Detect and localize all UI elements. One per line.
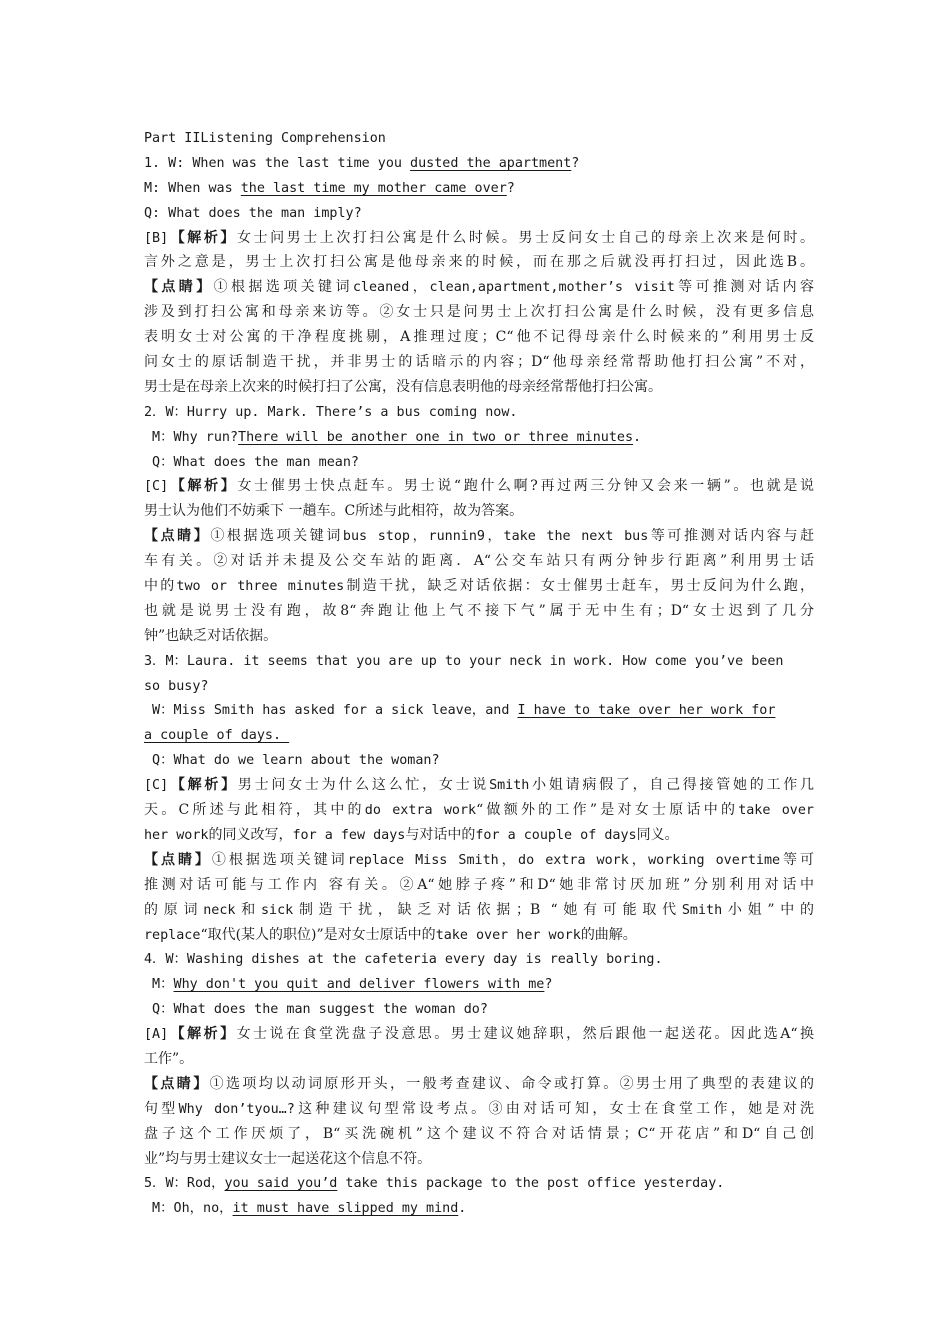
text-run: [C] xyxy=(144,479,169,495)
text-line xyxy=(144,574,814,599)
text-run: neck xyxy=(203,902,236,918)
text-line xyxy=(144,250,814,275)
text-run: 制造干扰，缺乏对话依据；B “她有可能取代 xyxy=(293,901,682,918)
text-line xyxy=(144,798,814,823)
text-run: ①根据选项关键词 xyxy=(211,851,348,868)
underlined-phrase: you said you’d xyxy=(224,1176,338,1192)
text-run: 车有关。②对话并未提及公交车站的距离．A“公交车站只有两分钟步行距离”利用男士话 xyxy=(144,553,814,570)
text-run: 2．W：Hurry up. Mark. There’s a bus coming now. xyxy=(144,404,518,420)
text-line xyxy=(144,201,814,226)
text-run: [B] xyxy=(144,230,169,246)
text-run: her work xyxy=(144,827,209,843)
text-line xyxy=(144,1097,814,1122)
text-line xyxy=(144,226,814,251)
text-run: 业”均与男士建议女士一起送花这个信息不符。 xyxy=(144,1150,432,1167)
text-line xyxy=(144,1072,814,1097)
text-line xyxy=(144,549,814,574)
text-run: 盘子这个工作厌烦了，B“买洗碗机”这个建议不符合对话情景；C“开花店”和D“自己创 xyxy=(144,1125,814,1142)
text-run: 推测对话可能与工作内 容有关。②A“她脖子疼”和D“她非常讨厌加班”分别利用对话中 xyxy=(144,876,814,893)
text-line xyxy=(144,176,814,201)
underlined-phrase: There will be another one in two or three minutes xyxy=(238,429,634,445)
text-run: 句型 xyxy=(144,1100,179,1117)
text-line xyxy=(144,375,814,400)
section-label: 【点睛】 xyxy=(144,851,212,868)
text-line xyxy=(144,1122,814,1147)
text-run: 钟”也缺乏对话依据。 xyxy=(144,627,278,644)
text-line xyxy=(144,674,814,699)
text-run: [A] xyxy=(144,1027,169,1043)
text-run: 和 xyxy=(235,901,261,918)
text-line xyxy=(144,524,814,549)
text-run: 也就是说男士没有跑，故8“奔跑让他上气不接下气”属于无中生有；D“女士迟到了几分 xyxy=(144,602,814,619)
text-run: 同义。 xyxy=(636,826,679,843)
text-run: [C] xyxy=(144,778,169,794)
text-line xyxy=(144,151,814,176)
text-line xyxy=(144,773,814,798)
text-run: . xyxy=(633,429,642,445)
text-run: Part IIListening Comprehension xyxy=(144,131,386,146)
text-line xyxy=(144,848,814,873)
text-line xyxy=(144,425,814,450)
text-line xyxy=(144,1047,814,1072)
text-run: 4．W：Washing dishes at the cafeteria every day is really boring. xyxy=(144,952,663,968)
text-run: ①选项均以动词原形开头，一般考查建议、命令或打算。②男士用了典型的表建议的 xyxy=(209,1075,814,1092)
text-line xyxy=(144,997,814,1022)
underlined-phrase: I have to take over her work for xyxy=(517,703,776,719)
text-line xyxy=(144,350,814,375)
text-run: ? xyxy=(544,977,553,993)
text-line xyxy=(144,898,814,923)
text-run: 的曲解。 xyxy=(580,926,637,943)
text-run: for a couple of days xyxy=(475,827,637,843)
section-label: 【点睛】 xyxy=(144,1075,210,1092)
section-label: 【点睛】 xyxy=(144,279,214,296)
text-line xyxy=(144,698,814,723)
text-line xyxy=(144,823,814,848)
text-line xyxy=(144,947,814,972)
text-run: 与对话中的 xyxy=(405,826,476,843)
text-run: 5．W：Rod， xyxy=(144,1176,225,1192)
text-run: so busy? xyxy=(144,678,209,694)
text-run: 表明女士对公寓的干净程度挑剔，A推理过度；C“他不记得母亲什么时候来的”利用男士反 xyxy=(144,329,814,346)
text-run: M： xyxy=(144,977,174,993)
text-run: W：Miss Smith has asked for a sick leave，and xyxy=(144,703,518,719)
text-run: cleaned，clean,apartment,mother’s visit xyxy=(352,280,675,296)
text-line xyxy=(144,1147,814,1172)
text-run: 1. W: When was the last time you xyxy=(144,155,411,171)
text-run: ? xyxy=(571,155,580,171)
text-run: two or three minutes xyxy=(176,579,345,595)
text-line xyxy=(144,1022,814,1047)
underlined-phrase: the last time my mother came over xyxy=(240,180,507,196)
text-line xyxy=(144,972,814,997)
text-run: Q：What do we learn about the woman? xyxy=(144,753,440,769)
text-run: 的原词 xyxy=(144,901,204,918)
text-line xyxy=(144,1196,814,1221)
text-run: 制造干扰，缺乏对话依据：女士催男士赶车，男士反问为什么跑， xyxy=(344,578,814,595)
text-run: Q：What does the man mean? xyxy=(144,454,359,470)
text-run: ? xyxy=(506,180,515,196)
text-run: 等可推测对话内容与赶 xyxy=(648,528,814,545)
section-label: 【解析】 xyxy=(168,1026,237,1043)
text-run: M: When was xyxy=(144,180,241,196)
text-run: 中的 xyxy=(144,578,177,595)
text-run: 等可 xyxy=(780,851,814,868)
text-run: 男士是在母亲上次来的时候打扫了公寓，没有信息表明他的母亲经常帮他打扫公寓。 xyxy=(144,378,662,395)
section-label: 【解析】 xyxy=(168,478,238,495)
text-run: take this package to the post office yesterday. xyxy=(337,1176,725,1192)
text-line xyxy=(144,1171,814,1196)
section-label: 【解析】 xyxy=(168,777,238,794)
text-line xyxy=(144,325,814,350)
text-line xyxy=(144,649,814,674)
text-run: 女士催男士快点赶车。男士说“跑什么啊?再过两三分钟又会来一辆”。也就是说 xyxy=(237,478,814,495)
text-line xyxy=(144,624,814,649)
text-run: 女士问男士上次打扫公寓是什么时候。男士反问女士自己的母亲上次来是何时。 xyxy=(236,229,814,246)
text-line xyxy=(144,450,814,475)
text-run: replace xyxy=(144,927,201,943)
text-run: replace Miss Smith，do extra work，working overtime xyxy=(347,852,781,868)
underlined-phrase: dusted the apartment xyxy=(410,155,572,171)
text-run: bus stop，runnin9，take the next bus xyxy=(342,529,649,545)
text-run: 言外之意是，男士上次打扫公寓是他母亲来的时候，而在那之后就没再打扫过，因此选B。 xyxy=(144,254,814,271)
text-line xyxy=(144,873,814,898)
section-label: 【点睛】 xyxy=(144,528,211,545)
text-line xyxy=(144,748,814,773)
text-run: ①根据选项关键词 xyxy=(213,279,353,296)
text-run: 的同义改写， xyxy=(208,826,293,843)
text-run: 涉及到打扫公寓和母亲来访等。②女士只是问男士上次打扫公寓是什么时候，没有更多信息 xyxy=(144,304,814,321)
text-line xyxy=(144,300,814,325)
text-run: Smith xyxy=(489,778,530,794)
text-run: 工作”。 xyxy=(144,1050,194,1067)
underlined-phrase: a couple of days. xyxy=(144,728,290,744)
text-run: Q：What does the man suggest the woman do? xyxy=(144,1002,488,1018)
text-run: sick xyxy=(260,902,294,918)
underlined-phrase: Why don't you quit and deliver flowers with me xyxy=(173,977,545,993)
text-run: 男士认为他们不妨乘下 一趟车。C所述与此相符，故为答案。 xyxy=(144,503,524,520)
text-run: 女士说在食堂洗盘子没意思。男士建议她辞职，然后跟他一起送花。因此选A“换 xyxy=(236,1026,814,1043)
text-run: 天。C所述与此相符，其中的 xyxy=(144,802,365,819)
text-run: for a few days xyxy=(292,827,406,843)
text-run: Why don’tyou…? xyxy=(178,1101,295,1117)
text-run: 等可推测对话内容 xyxy=(674,279,814,296)
text-line xyxy=(144,599,814,624)
text-run: 问女士的原话制造干扰，并非男士的话暗示的内容；D“他母亲经常帮助他打扫公寓”不对， xyxy=(144,354,814,371)
text-run: take over xyxy=(738,803,814,819)
text-run: 小姐”中的 xyxy=(722,901,814,918)
text-run: “做额外的工作”是对女士原话中的 xyxy=(476,802,739,819)
text-run: Q: What does the man imply? xyxy=(144,205,362,221)
text-run: “取代(某人的职位)”是对女士原话中的 xyxy=(200,926,436,943)
text-line xyxy=(144,474,814,499)
text-line xyxy=(144,126,814,151)
text-run: ①根据选项关键词 xyxy=(210,528,343,545)
document-page xyxy=(144,126,814,1221)
text-run: 小姐请病假了，自己得接管她的工作几 xyxy=(529,777,814,794)
text-line xyxy=(144,275,814,300)
text-run: 男士问女士为什么这么忙，女士说 xyxy=(237,777,490,794)
underlined-phrase: it must have slipped my mind xyxy=(232,1201,459,1217)
text-line xyxy=(144,400,814,425)
text-line xyxy=(144,723,814,748)
text-run: . xyxy=(458,1201,467,1217)
text-run: M：Oh，no， xyxy=(144,1201,233,1217)
text-run: take over her work xyxy=(435,927,581,943)
text-run: 这种建议句型常设考点。③由对话可知，女士在食堂工作，她是对洗 xyxy=(294,1100,814,1117)
text-run: M：Why run? xyxy=(144,429,239,445)
text-run: Smith xyxy=(681,902,723,918)
text-run: do extra work xyxy=(364,803,477,819)
text-line xyxy=(144,923,814,948)
text-line xyxy=(144,499,814,524)
text-run: 3．M：Laura. it seems that you are up to your neck in work. How come you’ve been xyxy=(144,653,784,669)
section-label: 【解析】 xyxy=(168,229,237,246)
